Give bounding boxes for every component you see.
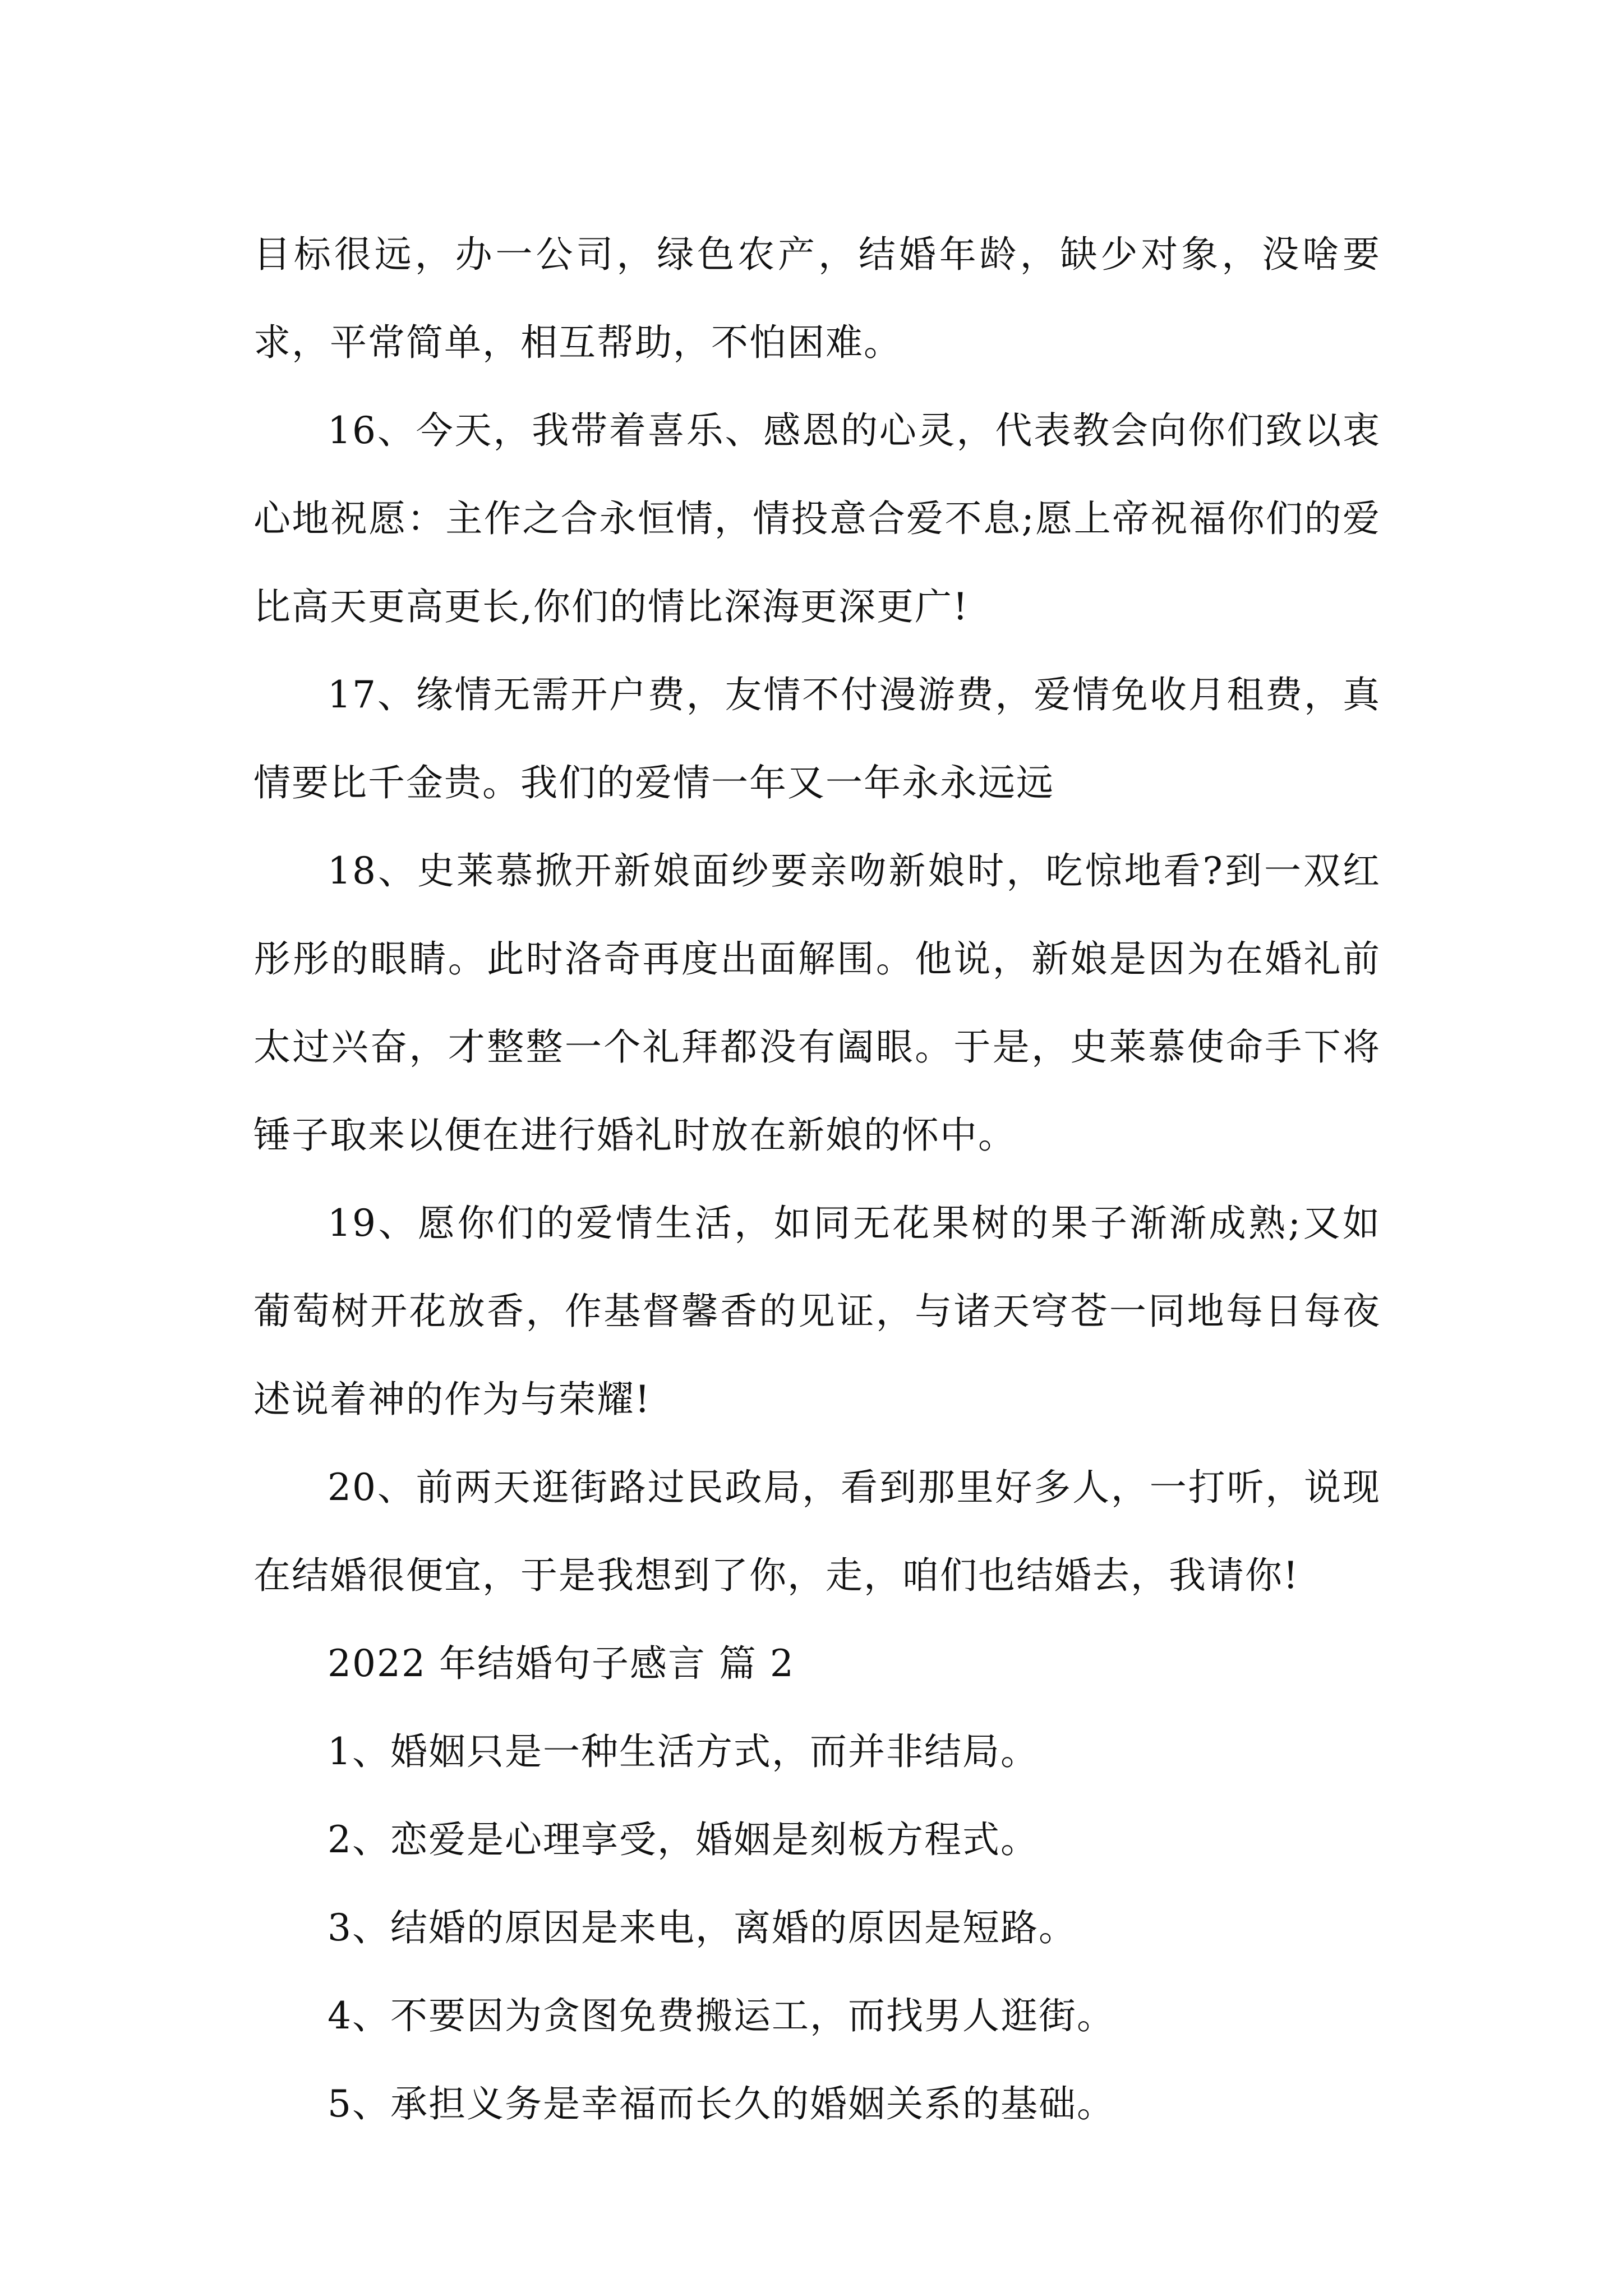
paragraph-16: 16、今天，我带着喜乐、感恩的心灵，代表教会向你们致以衷心地祝愿：主作之合永恒情，情投意合爱不息;愿上帝祝福你们的爱比高天更高更长,你们的情比深海更深更广! [253,409,1381,628]
paragraph-17: 17、缘情无需开户费，友情不付漫游费，爱情免收月租费，真情要比千金贵。我们的爱情一年又一年永永远远 [253,673,1381,804]
list-item: 4、不要因为贪图免费搬运工，而找男人逛街。 [328,1994,1115,2037]
paragraph-20: 20、前两天逛街路过民政局，看到那里好多人，一打听，说现在结婚很便宜，于是我想到了你，走，咱们也结婚去，我请你! [253,1466,1381,1597]
paragraph-continuation: 目标很远，办一公司，绿色农产，结婚年龄，缺少对象，没啥要求，平常简单，相互帮助，不怕困难。 [253,233,1381,364]
list-item: 5、承担义务是幸福而长久的婚姻关系的基础。 [328,2082,1115,2125]
list-item: 3、结婚的原因是来电，离婚的原因是短路。 [328,1906,1077,1949]
list-item: 2、恋爱是心理享受，婚姻是刻板方程式。 [328,1818,1039,1861]
document-body [253,210,1381,2148]
paragraph-18: 18、史莱慕掀开新娘面纱要亲吻新娘时，吃惊地看?到一双红彤彤的眼睛。此时洛奇再度出面解围。他说，新娘是因为在婚礼前太过兴奋，才整整一个礼拜都没有阖眼。于是，史莱慕使命手下将锤子取来以便在进行婚礼时放在新娘的怀中。 [253,849,1381,1157]
section-heading: 2022 年结婚句子感言 篇 2 [328,1642,795,1685]
paragraph-19: 19、愿你们的爱情生活，如同无花果树的果子渐渐成熟;又如葡萄树开花放香，作基督馨香的见证，与诸天穹苍一同地每日每夜述说着神的作为与荣耀! [253,1202,1381,1421]
list-item: 1、婚姻只是一种生活方式，而并非结局。 [328,1730,1039,1773]
